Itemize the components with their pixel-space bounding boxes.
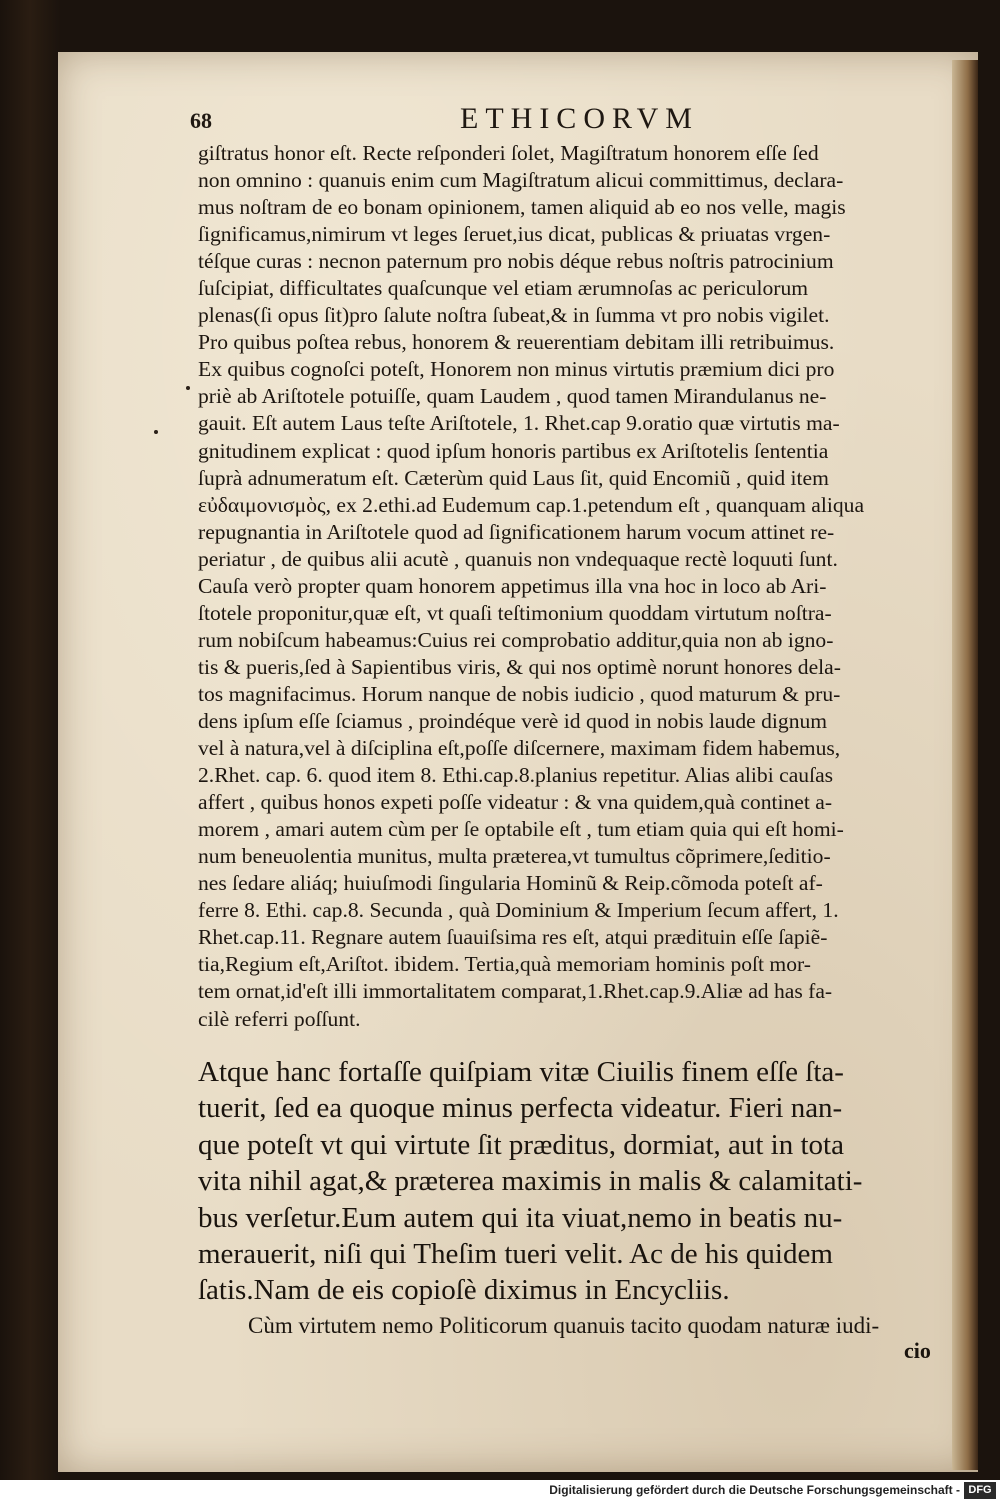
commentary-line: affert , quibus honos expeti poſſe videatur : & vna quidem,quà continet a- bbox=[198, 790, 833, 815]
commentary-line: Cauſa verò propter quam honorem appetimus illa vna hoc in loco ab Ari- bbox=[198, 573, 827, 598]
commentary-line: gauit. Eſt autem Laus teſte Ariſtotele, 1. Rhet.cap 9.oratio quæ virtutis ma- bbox=[198, 411, 840, 436]
commentary-line: plenas(ſi opus ſit)pro ſalute noſtra ſubeat,& in ſumma vt pro nobis vigilet. bbox=[198, 303, 830, 328]
commentary-line: Ex quibus cognoſci poteſt, Honorem non minus virtutis præmium dici pro bbox=[198, 357, 835, 382]
commentary-line: 2.Rhet. cap. 6. quod item 8. Ethi.cap.8.planius repetitur. Alias alibi cauſas bbox=[198, 763, 834, 788]
commentary-line: vel à natura,vel à diſciplina eſt,poſſe diſcernere, maximam fidem habemus, bbox=[198, 736, 841, 761]
commentary-line: Rhet.cap.11. Regnare autem ſuauiſsima res eſt, atqui prædituin eſſe ſapiẽ- bbox=[198, 925, 828, 950]
commentary-line: repugnantia in Ariſtotele quod ad ſignificationem harum vocum attinet re- bbox=[198, 519, 835, 544]
main-line: bus verſetur.Eum autem qui ita viuat,nemo in beatis nu- bbox=[198, 1201, 843, 1234]
catchword: cio bbox=[904, 1338, 931, 1363]
main-line: tuerit, ſed ea quoque minus perfecta videatur. Fieri nan- bbox=[198, 1092, 843, 1125]
commentary-line: ferre 8. Ethi. cap.8. Secunda , quà Dominium & Imperium ſecum affert, 1. bbox=[198, 898, 839, 923]
commentary-line: num beneuolentia munitus, multa præterea,vt tumultus cõprimere,ſeditio- bbox=[198, 844, 831, 869]
commentary-line: εὐδαιμονισμὸς, ex 2.ethi.ad Eudemum cap.1.petendum eſt , quanquam aliqua bbox=[198, 492, 865, 517]
page-edge bbox=[952, 60, 978, 1470]
running-title: ETHICORVM bbox=[460, 102, 699, 135]
main-line: vita nihil agat,& præterea maximis in malis & calamitati- bbox=[198, 1165, 863, 1198]
main-line: ſatis.Nam de eis copioſè diximus in Encycliis. bbox=[198, 1274, 730, 1307]
dfg-logo: DFG bbox=[964, 1482, 996, 1499]
main-line: merauerit, niſi qui Theſim tueri velit. Ac de his quidem bbox=[198, 1238, 833, 1271]
commentary-line: tia,Regium eſt,Ariſtot. ibidem. Tertia,quà memoriam hominis poſt mor- bbox=[198, 952, 811, 977]
running-head bbox=[190, 102, 950, 142]
commentary-line: tis & pueris,ſed à Sapientibus viris, & qui nos optimè norunt honores dela- bbox=[198, 654, 841, 679]
commentary-line: rum nobiſcum habeamus:Cuius rei comprobatio additur,quia non ab igno- bbox=[198, 627, 834, 652]
margin-mark bbox=[154, 430, 158, 434]
commentary-line: Pro quibus poſtea rebus, honorem & reuerentiam debitam illi retribuimus. bbox=[198, 330, 835, 355]
commentary-line: tos magnifacimus. Horum nanque de nobis iudicio , quod maturum & pru- bbox=[198, 681, 841, 706]
commentary-line: giſtratus honor eſt. Recte reſponderi ſolet, Magiſtratum honorem eſſe ſed bbox=[198, 141, 819, 165]
main-line: que poteſt vt qui virtute ſit præditus, dormiat, aut in tota bbox=[198, 1128, 844, 1161]
final-line: Cùm virtutem nemo Politicorum quanuis tacito quodam naturæ iudi- bbox=[248, 1313, 880, 1338]
commentary-line: priè ab Ariſtotele potuiſſe, quam Laudem , quod tamen Mirandulanus ne- bbox=[198, 384, 827, 409]
commentary-line: gnitudinem explicat : quod ipſum honoris partibus ex Ariſtotelis ſententia bbox=[198, 438, 829, 463]
commentary-line: dens ipſum eſſe ſciamus , proindéque verè id quod in nobis laude dignum bbox=[198, 708, 828, 733]
commentary-line: ſtotele proponitur,quæ eſt, vt quaſi teſtimonium quoddam virtutum noſtra- bbox=[198, 600, 832, 625]
commentary-line: nes ſedare aliáq; huiuſmodi ſingularia Hominũ & Reip.cõmoda poteſt af- bbox=[198, 871, 823, 896]
commentary-line: ſuſcipiat, difficultates quaſcunque vel etiam ærumnoſas ac periculorum bbox=[198, 276, 809, 301]
commentary-line: tem ornat,id'eſt illi immortalitatem comparat,1.Rhet.cap.9.Aliæ ad has fa- bbox=[198, 979, 833, 1004]
page-number: 68 bbox=[190, 108, 212, 133]
footer-bar bbox=[0, 1480, 1000, 1502]
commentary-line: ſuprà adnumeratum eſt. Cæterùm quid Laus ſit, quid Encomiũ , quid item bbox=[198, 465, 829, 490]
commentary-line: téſque curas : necnon paternum pro nobis déque rebus noſtris patrocinium bbox=[198, 249, 834, 274]
commentary-line: periatur , de quibus alii acutè , quanuis non vndequaque rectè loquuti ſunt. bbox=[198, 546, 838, 571]
main-line: Atque hanc fortaſſe quiſpiam vitæ Ciuilis finem eſſe ſta- bbox=[198, 1056, 844, 1088]
commentary-line: cilè referri poſſunt. bbox=[198, 1006, 361, 1031]
margin-mark bbox=[186, 386, 190, 390]
commentary-block bbox=[198, 140, 940, 1033]
footer-credit: Digitalisierung gefördert durch die Deutsche Forschungsgemeinschaft - bbox=[549, 1483, 960, 1497]
commentary-line: ſignificamus,nimirum vt leges ſeruet,ius dicat, publicas & priuatas vrgen- bbox=[198, 222, 831, 247]
main-text-block bbox=[198, 1054, 940, 1309]
commentary-line: non omnino : quanuis enim cum Magiſtratum alicui committimus, declara- bbox=[198, 168, 844, 193]
commentary-line: mus noſtram de eo bonam opinionem, tamen aliquid ab eo nos velle, magis bbox=[198, 195, 846, 220]
commentary-line: morem , amari autem cùm per ſe optabile eſt , tum etiam quia qui eſt homi- bbox=[198, 817, 844, 842]
